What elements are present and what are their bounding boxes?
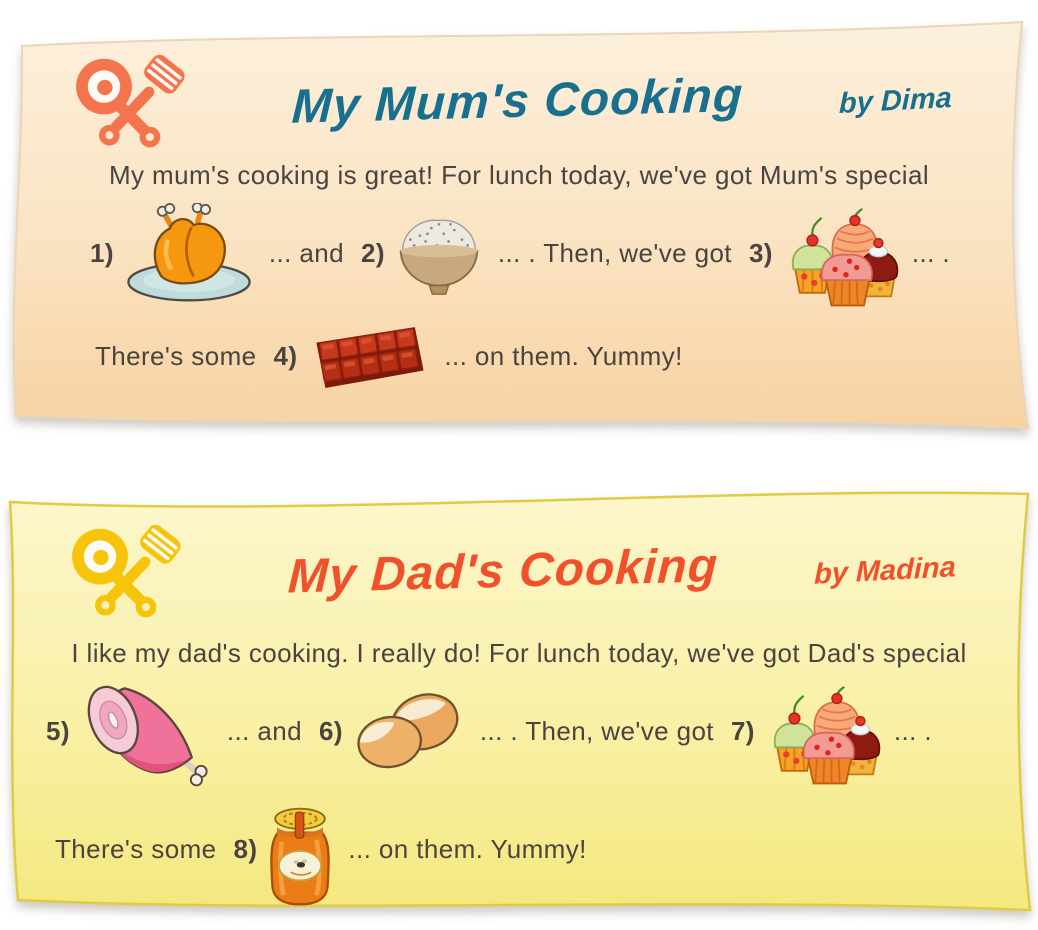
sentence-fragment: ... and [226,715,302,746]
card-title: My Mum's Cooking [290,68,745,134]
sentence-fragment: ... . Then, we've got [497,237,732,268]
intro-text: I like my dad's cooking. I really do! For lunch today, we've got Dad's special [71,638,967,668]
sentence-fragment: There's some [55,833,217,864]
blank-number-8: 8) [233,833,258,864]
sentence-fragment: ... on them. Yummy! [348,833,587,864]
mum-cooking-card [6,14,1032,442]
sentence-fragment: There's some [95,340,257,371]
intro-text: My mum's cooking is great! For lunch today, we've got Mum's special [108,160,930,190]
blank-number-2: 2) [361,237,385,268]
sentence-fragment: ... and [268,237,344,268]
food-sentence-row-1 [36,669,1002,793]
chocolate-bar-image [303,320,433,392]
food-sentence-row-2 [40,313,998,399]
card-title: My Dad's Cooking [286,538,720,604]
eggs-image [349,685,469,777]
cupcakes-image [779,206,901,310]
roast-chicken-image [120,203,258,304]
frying-pan-and-spatula-icon [68,50,194,152]
food-sentence-row-2 [36,793,1002,905]
card-content [2,476,1036,928]
card-header [40,14,998,152]
card-byline: by Madina [814,550,957,591]
sentence-fragment: ... on them. Yummy! [444,340,683,371]
sentence-fragment: ... . [911,237,950,268]
card-content [6,14,1032,442]
blank-number-6: 6) [319,715,343,746]
ham-leg-image [76,679,216,791]
sentence-fragment: ... . [893,715,932,746]
honey-jar-image [263,805,337,908]
card-header [36,476,1002,622]
blank-number-3: 3) [748,237,773,268]
blank-number-5: 5) [46,715,70,746]
sentence-fragment: ... . Then, we've got [479,715,714,746]
rice-bowl-image [391,209,487,297]
blank-number-4: 4) [273,340,298,371]
blank-number-7: 7) [730,715,755,746]
cupcakes-image [761,684,883,788]
food-sentence-row-1 [40,193,998,313]
dad-cooking-card [2,476,1036,928]
frying-pan-and-spatula-icon [64,520,190,622]
card-byline: by Dima [838,81,953,120]
blank-number-1: 1) [90,237,114,268]
